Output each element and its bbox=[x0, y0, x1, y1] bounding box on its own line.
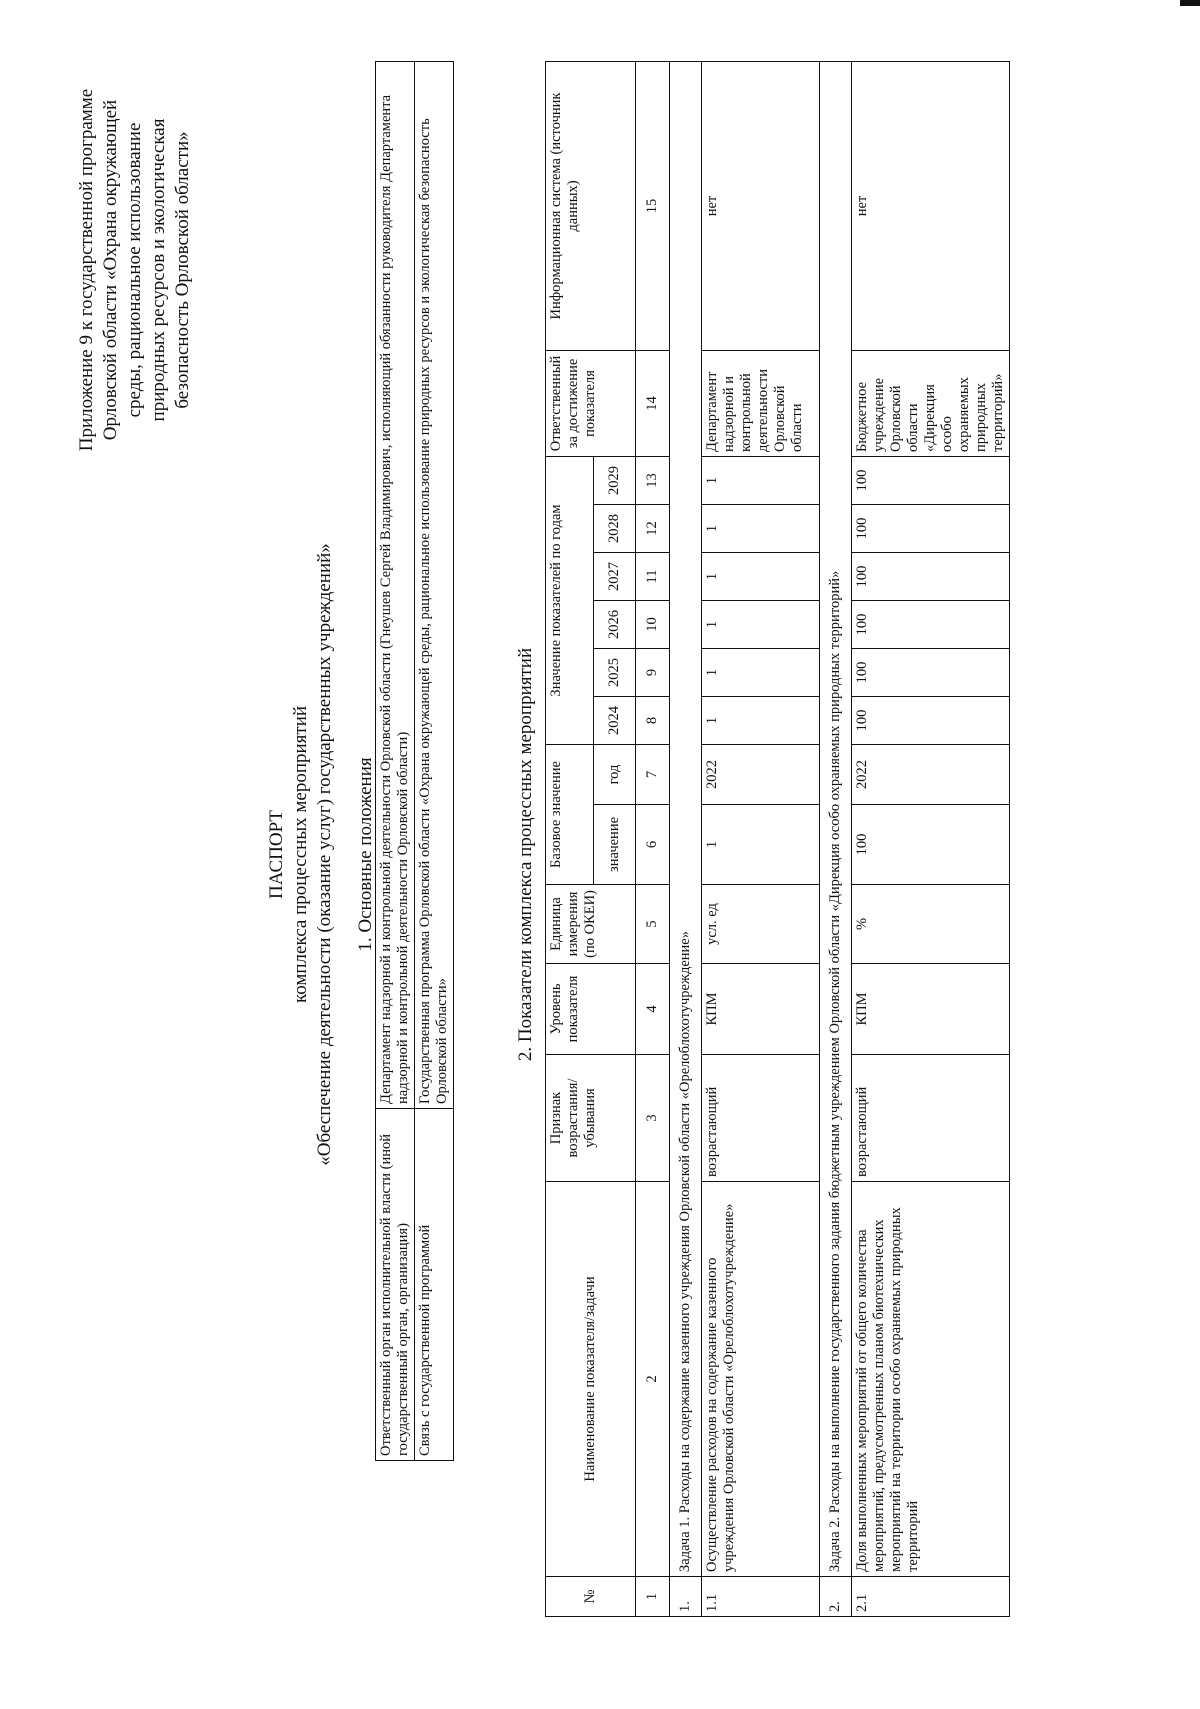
row-year-value: 1 bbox=[702, 505, 820, 553]
header-base: Базовое значение bbox=[546, 745, 594, 885]
title-line: ПАСПОРТ bbox=[266, 809, 287, 900]
row-sign: возрастающий bbox=[702, 1055, 820, 1182]
row-level: КПМ bbox=[702, 964, 820, 1055]
title-line: комплекса процессных мероприятий bbox=[290, 705, 311, 1004]
appendix-line: Орловской области «Охрана окружающей bbox=[100, 99, 121, 441]
row-name: Доля выполненных мероприятий от общего количества мероприятий, предусмотренных планом биотехнических мероприятий на территории особо охраняемых природных территорий bbox=[852, 1182, 1010, 1577]
row-sign: возрастающий bbox=[852, 1055, 1010, 1182]
section1-heading: 1. Основные положения bbox=[355, 757, 376, 952]
row-year-value: 1 bbox=[702, 601, 820, 649]
task-num: 2. bbox=[820, 1577, 852, 1617]
header-year: 2027 bbox=[594, 553, 636, 601]
row-year-value: 100 bbox=[852, 553, 1010, 601]
col-number: 5 bbox=[636, 885, 670, 964]
col-number: 1 bbox=[636, 1577, 670, 1617]
appendix-line: безопасность Орловской области» bbox=[172, 131, 193, 409]
section2-heading: 2. Показатели комплекса процессных мероприятий bbox=[515, 647, 536, 1062]
col-number: 9 bbox=[636, 649, 670, 697]
col-number: 11 bbox=[636, 553, 670, 601]
row-year-value: 100 bbox=[852, 697, 1010, 745]
appendix-line: природных ресурсов и экологическая bbox=[148, 118, 169, 422]
task-row bbox=[670, 62, 702, 1617]
header-year: 2026 bbox=[594, 601, 636, 649]
header-years-group: Значение показателей по годам bbox=[546, 457, 594, 745]
header-base-value: значение bbox=[594, 805, 636, 885]
row-num: 2.1 bbox=[852, 1577, 1010, 1617]
col-number: 4 bbox=[636, 964, 670, 1055]
row-value: Департамент надзорной и контрольной деятельности Орловской области (Гнеушев Сергей Владимирович, исполняющий обязанности руководителя Департамента надзорной и контрольной деятельности Орловской области) bbox=[376, 62, 415, 1109]
header-year: 2025 bbox=[594, 649, 636, 697]
appendix-line: среды, рациональное использование bbox=[124, 122, 145, 418]
row-year-value: 1 bbox=[702, 649, 820, 697]
row-responsible: Бюджетное учреждение Орловской области «Дирекция особо охраняемых природных территорий» bbox=[852, 351, 1010, 457]
row-num: 1.1 bbox=[702, 1577, 820, 1617]
task-text: Задача 1. Расходы на содержание казенного учреждения Орловской области «Орелоблохотучреждение» bbox=[670, 62, 702, 1577]
row-year-value: 100 bbox=[852, 649, 1010, 697]
row-year-value: 1 bbox=[702, 457, 820, 505]
header-sign: Признак возрастания/ убывания bbox=[546, 1055, 636, 1182]
task-num: 1. bbox=[670, 1577, 702, 1617]
row-info: нет bbox=[702, 62, 820, 351]
row-base-year: 2022 bbox=[702, 745, 820, 805]
row-year-value: 100 bbox=[852, 505, 1010, 553]
appendix-line: Приложение 9 к государственной программе bbox=[76, 88, 97, 452]
document-title bbox=[265, 0, 337, 1709]
col-number: 7 bbox=[636, 745, 670, 805]
col-number: 6 bbox=[636, 805, 670, 885]
header-level: Уровень показателя bbox=[546, 964, 636, 1055]
row-unit: % bbox=[852, 885, 1010, 964]
basic-provisions-table bbox=[375, 61, 454, 1461]
table-row bbox=[852, 62, 1010, 1617]
indicators-table bbox=[545, 61, 1010, 1617]
task-text: Задача 2. Расходы на выполнение государственного задания бюджетным учреждением Орловской области «Дирекция особо охраняемых природных территорий» bbox=[820, 62, 852, 1577]
table-row bbox=[376, 62, 415, 1461]
header-name: Наименование показателя/задачи bbox=[546, 1182, 636, 1577]
col-number: 14 bbox=[636, 351, 670, 457]
table-row bbox=[415, 62, 454, 1461]
header-year: 2024 bbox=[594, 697, 636, 745]
appendix-note bbox=[75, 60, 195, 480]
row-year-value: 1 bbox=[702, 697, 820, 745]
row-base-value: 100 bbox=[852, 805, 1010, 885]
row-responsible: Департамент надзорной и контрольной деятельности Орловской области bbox=[702, 351, 820, 457]
task-row bbox=[820, 62, 852, 1617]
header-year: 2028 bbox=[594, 505, 636, 553]
row-name: Осуществление расходов на содержание казенного учреждения Орловской области «Орелоблохотучреждение» bbox=[702, 1182, 820, 1577]
col-number: 2 bbox=[636, 1182, 670, 1577]
header-responsible: Ответственный за достижение показателя bbox=[546, 351, 636, 457]
col-number: 15 bbox=[636, 62, 670, 351]
col-number: 13 bbox=[636, 457, 670, 505]
header-num: № bbox=[546, 1577, 636, 1617]
row-year-value: 1 bbox=[702, 553, 820, 601]
row-year-value: 100 bbox=[852, 601, 1010, 649]
row-unit: усл. ед bbox=[702, 885, 820, 964]
header-base-year: год bbox=[594, 745, 636, 805]
table-row bbox=[702, 62, 820, 1617]
header-info: Информационная система (источник данных) bbox=[546, 62, 636, 351]
header-row bbox=[546, 62, 594, 1617]
row-level: КПМ bbox=[852, 964, 1010, 1055]
header-year: 2029 bbox=[594, 457, 636, 505]
col-number: 8 bbox=[636, 697, 670, 745]
col-number: 12 bbox=[636, 505, 670, 553]
row-base-year: 2022 bbox=[852, 745, 1010, 805]
column-number-row bbox=[636, 62, 670, 1617]
row-info: нет bbox=[852, 62, 1010, 351]
row-year-value: 100 bbox=[852, 457, 1010, 505]
row-base-value: 1 bbox=[702, 805, 820, 885]
header-unit: Единица измерения (по ОКЕИ) bbox=[546, 885, 636, 964]
col-number: 10 bbox=[636, 601, 670, 649]
row-label: Ответственный орган исполнительной власти (иной государственный орган, организация) bbox=[376, 1109, 415, 1461]
row-label: Связь с государственной программой bbox=[415, 1109, 454, 1461]
title-line: «Обеспечение деятельности (оказание услуг) государственных учреждений» bbox=[314, 543, 335, 1166]
row-value: Государственная программа Орловской области «Охрана окружающей среды, рациональное использование природных ресурсов и экологическая безопасность Орловской области» bbox=[415, 62, 454, 1109]
col-number: 3 bbox=[636, 1055, 670, 1182]
